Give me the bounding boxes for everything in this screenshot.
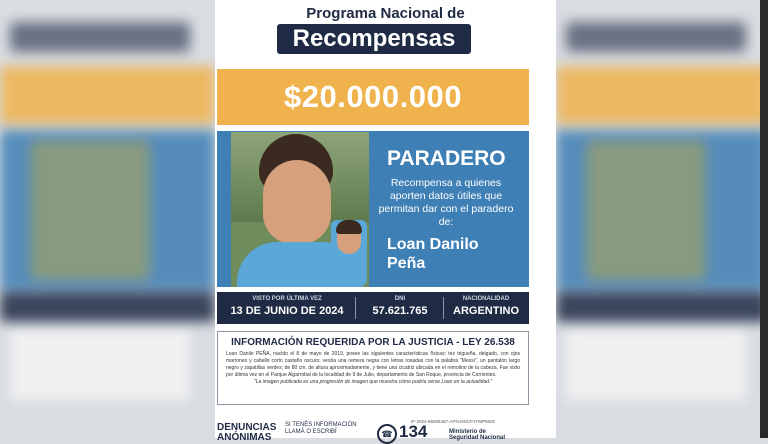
anonymous-reports: DENUNCIAS ANÓNIMAS: [217, 422, 277, 443]
reward-description: Recompensa a quienes aporten datos útiles que permitan dar con el paradero de:: [378, 177, 514, 228]
reward-amount: $20.000.000: [217, 69, 529, 125]
contact-text: SI TENÉS INFORMACIÓN LLAMÁ O ESCRIBÍ: [285, 422, 357, 435]
person-name: [387, 235, 479, 273]
program-subtitle: Recompensas: [277, 24, 471, 54]
detail-nationality: NACIONALIDAD ARGENTINO: [453, 296, 519, 317]
child-photo: [231, 132, 369, 287]
info-body: [226, 351, 520, 386]
phone-icon: ☎: [377, 424, 397, 444]
person-name-line2: Peña: [387, 255, 426, 272]
details-band: [217, 292, 529, 324]
info-note: "La imagen publicada es una progresión de imagen que muestra cómo podría verse Loan en la actualidad.": [253, 379, 493, 385]
child-photo-inset: [331, 220, 367, 286]
phone-number: 134: [399, 422, 428, 441]
detail-last-seen: VISTO POR ÚLTIMA VEZ 13 DE JUNIO DE 2024: [230, 296, 344, 317]
info-title: INFORMACIÓN REQUERIDA POR LA JUSTICIA - LEY 26.538: [231, 337, 515, 348]
program-title: Programa Nacional de: [306, 5, 465, 22]
person-name-line1: Loan Danilo: [387, 236, 479, 253]
footer: [215, 410, 556, 443]
panel-heading: PARADERO: [387, 147, 506, 170]
document-reference: IF-2024-65006467-APN-DNCPJYMPMSG: [411, 419, 496, 424]
ministry-logo: Ministerio de Seguridad Nacional: [449, 429, 506, 441]
info-description: Loan Danilo PEÑA, nacido el 8 de mayo de 2019, posee las siguientes características físicas: tez trigueña, delgado, con ojos marrones y cabello corto castaño oscuro; vestía una remera negra con letras rosadas con la palabra "Messi", un pantalón largo negro y zapatillas verdes; de 80 cm. de altura aproximadamente, y tiene una cicatriz ubicada en el remolino de la cabeza. Fue visto por última vez en el Parque Algarrobal de la localidad de 9 de Julio, departamento de San Roque, provincia de Corrientes.: [226, 351, 520, 378]
dark-edge: [760, 0, 768, 438]
blurred-left-panel: [0, 0, 215, 438]
info-box: [217, 331, 529, 405]
detail-dni: DNI 57.621.765: [372, 296, 428, 317]
blurred-right-panel: [556, 0, 768, 438]
missing-person-panel: [217, 131, 529, 287]
reward-poster: [215, 0, 556, 443]
